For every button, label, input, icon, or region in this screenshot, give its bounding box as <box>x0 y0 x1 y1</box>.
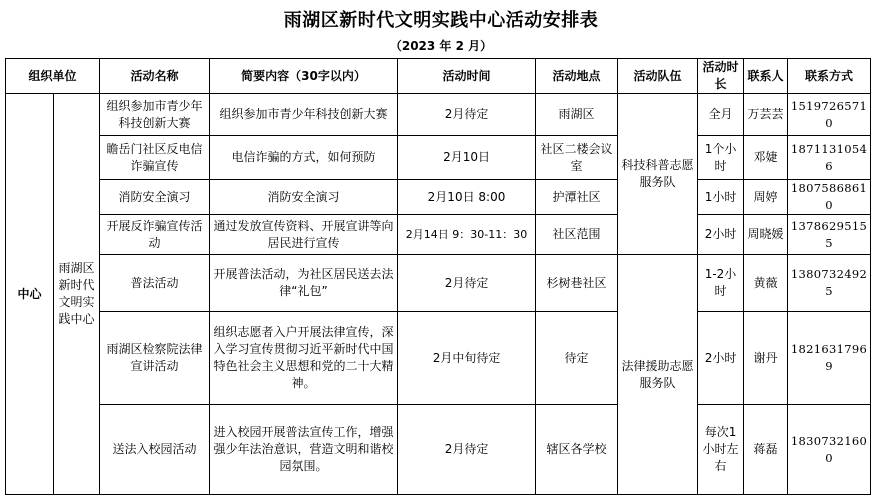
header-contact-info: 联系方式 <box>788 59 871 94</box>
activity-duration-cell: 1小时 <box>698 180 744 215</box>
contact-person-cell: 蒋磊 <box>744 405 788 495</box>
activity-name-cell: 组织参加市青少年科技创新大赛 <box>100 94 210 136</box>
activity-name-cell: 开展反诈骗宣传活动 <box>100 215 210 255</box>
activity-time-cell: 2月待定 <box>398 94 536 136</box>
contact-person-cell: 周婷 <box>744 180 788 215</box>
table-row <box>6 312 871 405</box>
activity-name-cell: 消防安全演习 <box>100 180 210 215</box>
activity-time-cell: 2月待定 <box>398 405 536 495</box>
page-edge-mark <box>28 494 50 495</box>
contact-phone-cell: 13786295155 <box>788 215 871 255</box>
contact-person-cell: 黄薇 <box>744 255 788 312</box>
table-row <box>6 136 871 180</box>
contact-phone-cell: 13807324925 <box>788 255 871 312</box>
contact-phone-cell: 18216317969 <box>788 312 871 405</box>
contact-person-cell: 谢丹 <box>744 312 788 405</box>
activity-schedule-table <box>5 58 871 495</box>
org-level-cell: 中心 <box>6 94 54 495</box>
activity-duration-cell: 1-2小时 <box>698 255 744 312</box>
activity-duration-cell: 每次1小时左右 <box>698 405 744 495</box>
activity-time-cell: 2月10日 <box>398 136 536 180</box>
header-activity-team: 活动队伍 <box>618 59 698 94</box>
activity-location-cell: 社区范围 <box>536 215 618 255</box>
activity-name-cell: 雨湖区检察院法律宣讲活动 <box>100 312 210 405</box>
activity-name-cell: 瞻岳门社区反电信诈骗宣传 <box>100 136 210 180</box>
header-activity-duration: 活动时长 <box>698 59 744 94</box>
activity-duration-cell: 全月 <box>698 94 744 136</box>
activity-duration-cell: 1个小时 <box>698 136 744 180</box>
header-activity-name: 活动名称 <box>100 59 210 94</box>
table-row <box>6 215 871 255</box>
activity-team-cell: 法律援助志愿服务队 <box>618 255 698 495</box>
contact-person-cell: 万芸芸 <box>744 94 788 136</box>
activity-time-cell: 2月10日 8:00 <box>398 180 536 215</box>
activity-name-cell: 送法入校园活动 <box>100 405 210 495</box>
header-contact-person: 联系人 <box>744 59 788 94</box>
activity-location-cell: 杉树巷社区 <box>536 255 618 312</box>
header-brief-content: 简要内容（30字以内） <box>210 59 398 94</box>
activity-content-cell: 开展普法活动，为社区居民送去法律“礼包” <box>210 255 398 312</box>
table-row <box>6 255 871 312</box>
activity-content-cell: 组织志愿者入户开展法律宣传，深入学习宣传贯彻习近平新时代中国特色社会主义思想和党的二十大精神。 <box>210 312 398 405</box>
table-row <box>6 94 871 136</box>
activity-location-cell: 待定 <box>536 312 618 405</box>
activity-location-cell: 社区二楼会议室 <box>536 136 618 180</box>
activity-time-cell: 2月待定 <box>398 255 536 312</box>
activity-content-cell: 通过发放宣传资料、开展宣讲等向居民进行宣传 <box>210 215 398 255</box>
activity-time-cell: 2月中旬待定 <box>398 312 536 405</box>
activity-location-cell: 雨湖区 <box>536 94 618 136</box>
header-row <box>6 59 871 94</box>
activity-team-cell: 科技科普志愿服务队 <box>618 94 698 255</box>
document-title: 雨湖区新时代文明实践中心活动安排表 <box>283 10 599 31</box>
activity-content-cell: 组织参加市青少年科技创新大赛 <box>210 94 398 136</box>
header-org-unit: 组织单位 <box>6 59 100 94</box>
contact-phone-cell: 18075868610 <box>788 180 871 215</box>
header-activity-time: 活动时间 <box>398 59 536 94</box>
activity-time-cell: 2月14日 9：30-11：30 <box>398 215 536 255</box>
activity-name-cell: 普法活动 <box>100 255 210 312</box>
activity-location-cell: 护潭社区 <box>536 180 618 215</box>
activity-duration-cell: 2小时 <box>698 312 744 405</box>
activity-content-cell: 进入校园开展普法宣传工作，增强强少年法治意识，营造文明和谐校园氛围。 <box>210 405 398 495</box>
header-activity-location: 活动地点 <box>536 59 618 94</box>
activity-content-cell: 消防安全演习 <box>210 180 398 215</box>
contact-phone-cell: 18307321600 <box>788 405 871 495</box>
contact-phone-cell: 18711310546 <box>788 136 871 180</box>
contact-person-cell: 周晓媛 <box>744 215 788 255</box>
contact-person-cell: 邓婕 <box>744 136 788 180</box>
activity-duration-cell: 2小时 <box>698 215 744 255</box>
table-row <box>6 405 871 495</box>
activity-location-cell: 辖区各学校 <box>536 405 618 495</box>
org-name-cell: 雨湖区新时代文明实践中心 <box>54 94 100 495</box>
table-row <box>6 180 871 215</box>
document-subtitle: （2023 年 2 月） <box>389 39 493 53</box>
activity-content-cell: 电信诈骗的方式，如何预防 <box>210 136 398 180</box>
contact-phone-cell: 15197265710 <box>788 94 871 136</box>
